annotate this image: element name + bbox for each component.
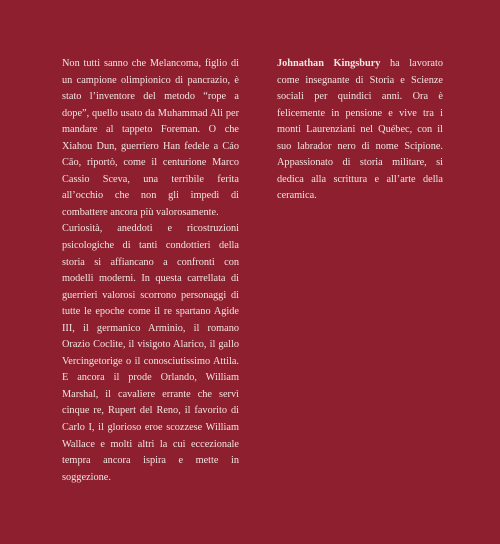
book-synopsis <box>62 56 239 486</box>
synopsis-paragraph-1: Non tutti sanno che Melancoma, figlio di un campione olimpionico di pancrazio, è stato l’inventore del metodo “rope a dope”, quello usato da Muhammad Ali per mandare al tappeto Foreman. O che Xiahou Dun, guerriero Han fedele a Cáo Cāo, riportò, come il centurione Marco Cassio Sceva, una terribile ferita all’occhio che non gli impedì di combattere ancora più valorosamente. <box>62 58 239 218</box>
synopsis-paragraph-2: Curiosità, aneddoti e ricostruzioni psicologiche di tanti condottieri della storia si affiancano a confronti con modelli moderni. In questa carrellata di guerrieri valorosi scorrono personaggi di tutte le epoche come il re spartano Agide III, il germanico Arminio, il romano Orazio Coclite, il visigoto Alarico, il gallo Vercingetorige o il conosciutissimo Attila. E ancora il prode Orlando, William Marshal, il cavaliere errante che servì cinque re, Rupert del Reno, il favorito di Carlo I, il glorioso eroe scozzese William Wallace e molti altri la cui eccezionale tempra ancora ispira e mette in soggezione. <box>62 223 239 483</box>
author-bio-paragraph <box>277 56 443 205</box>
author-biography <box>277 56 443 205</box>
author-name: Johnathan Kingsbury <box>277 58 381 69</box>
author-bio-text: ha lavorato come insegnante di Storia e Scienze sociali per quindici anni. Ora è felicemente in pensione e vive tra i monti Laurenziani nel Québec, con il suo labrador nero di nome Scipione. Appassionato di storia militare, si dedica alla scrittura e all’arte della ceramica. <box>277 58 443 202</box>
